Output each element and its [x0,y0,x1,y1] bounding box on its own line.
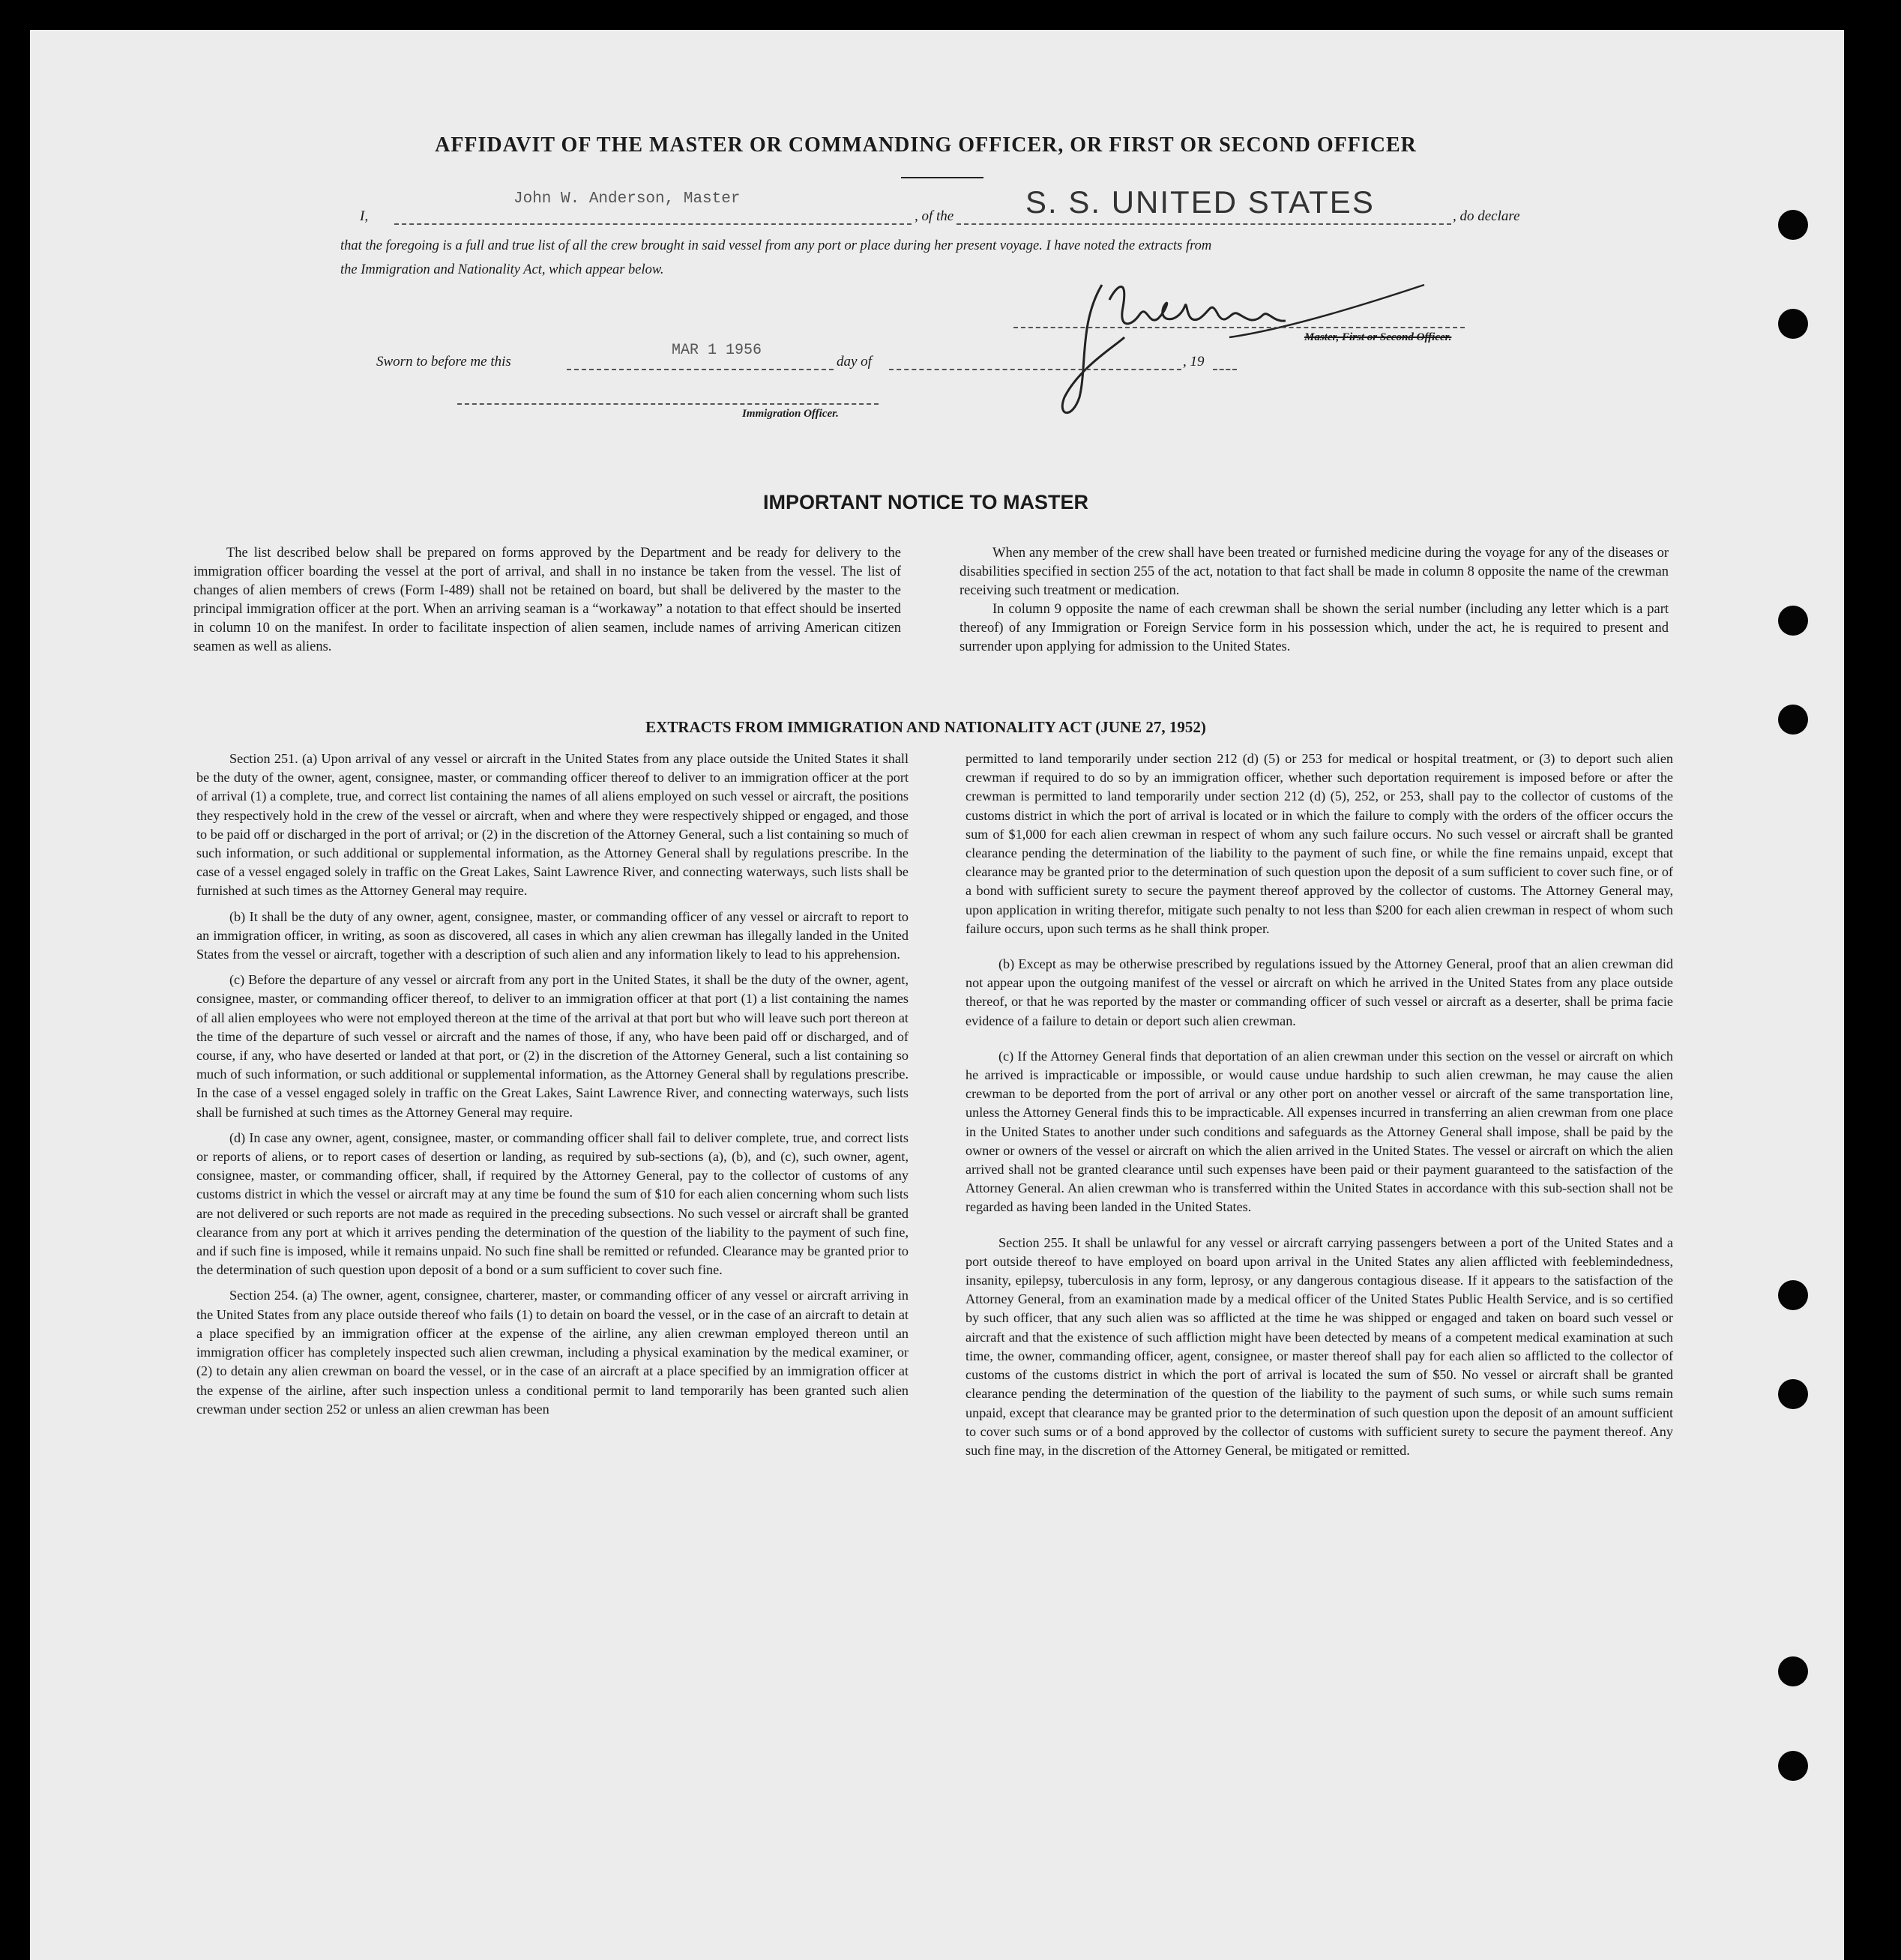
title-rule [901,177,983,178]
signature-line [1013,327,1465,328]
section-254-a-continued: permitted to land temporarily under section 212 (d) (5) or 253 for medical or hospital treatment, or (3) to deport such alien crewman if required to do so by an immigration officer, whether such deportation requirement is imposed before or after the crewman is permitted to land temporarily under section 212 (d) (5), 252, or 253, shall pay to the collector of customs of the customs district in which the port of arrival is located or in which the failure to comply with the orders of the officer occurs the sum of $1,000 for each alien crewman in respect of whom any such failure occurs. No such vessel or aircraft shall be granted clearance pending the determination of the liability to the payment of such fine, or while the fine remains unpaid, except that clearance may be granted prior to the determination of such question upon the deposit of a sum sufficient to cover such fine, or of a bond with sufficient surety to secure the payment thereof approved by the collector of customs. The Attorney General may, upon application in writing therefor, mitigate such penalty to not less than $200 for each alien crewman in respect of whom such failure occurs, upon such terms as he shall think proper. [965,751,1673,936]
extracts-right-column [965,750,1673,1467]
section-254-c: (c) If the Attorney General finds that deportation of an alien crewman under this section on the vessel or aircraft on which he arrived is impracticable or impossible, or would cause undue hardship to such alien crewman, he may cause the alien crewman to be deported from the port of arrival or any other port on another vessel or aircraft of the same transportation line, unless the Attorney General finds this to be impracticable. All expenses incurred in transferring an alien crewman from one place in the United States to another under such conditions and safeguards as the Attorney General shall impose, shall be paid by the owner or owners of the vessel or aircraft on which the alien arrived in the United States. The vessel or aircraft on which the alien arrived shall not be granted clearance until such expenses have been paid or their payment guaranteed to the satisfaction of the Attorney General. An alien crewman who is transferred within the United States in accordance with this sub-section shall not be regarded as having been landed in the United States. [965,1048,1673,1215]
document-page [30,30,1844,1960]
notice-right-column [959,544,1669,663]
section-251-a: Section 251. (a) Upon arrival of any vessel or aircraft in the United States from any place outside the United States it shall be the duty of the owner, agent, consignee, master, or commanding officer thereof to deliver to an immigration officer at the port of arrival (1) a complete, true, and correct list containing the names of all aliens employed on such vessel or aircraft, the positions they respectively hold in the crew of the vessel or aircraft, when and where they were respectively shipped or engaged, and those to be paid off or discharged in the port of arrival; or (2) in the discretion of the Attorney General, such a list containing so much of such information, or such additional or supplemental information, as the Attorney General shall by regulations prescribe. In the case of a vessel engaged solely in traffic on the Great Lakes, Saint Lawrence River, and connecting waterways, such lists shall be furnished at such times as the Attorney General may require. [196,751,909,899]
punch-hole [1778,309,1808,339]
punch-hole [1778,1751,1808,1781]
do-declare-label: , do declare [1453,208,1520,224]
punch-hole [1778,1656,1808,1686]
notice-right-paragraph-1: When any member of the crew shall have been treated or furnished medicine during the voyage for any of the diseases or disabilities specified in section 255 of the act, notation to that fact shall be made in column 8 opposite the name of the crewman receiving such treatment or medication. [959,546,1669,598]
sworn-label: Sworn to before me this [376,354,511,370]
statement-line-1: that the foregoing is a full and true list of all the crew brought in said vessel from any port or place during her present voyage. I have noted the extracts from [340,238,1212,253]
notice-left-paragraph: The list described below shall be prepared on forms approved by the Department and be ready for delivery to the immigration officer boarding the vessel at the port of arrival, and shall in no instance be taken from the vessel. The list of changes of alien members of crews (Form I-489) shall not be retained on board, but shall be delivered by the master to the principal immigration officer at the port. When an arriving seaman is a “workaway” a notation to that effect should be inserted in column 10 on the manifest. In order to facilitate inspection of alien seamen, include names of arriving American citizen seamen as well as aliens. [193,546,901,654]
year-prefix: , 19 [1183,354,1205,370]
of-the-label: , of the [915,208,954,224]
section-251-c: (c) Before the departure of any vessel or aircraft from any port in the United States, it shall be the duty of the owner, agent, consignee, master, or commanding officer thereof, to deliver to an immigration officer at that port (1) a list containing the names of all alien employees who were not employed thereon at the time of the arrival at that port but who will leave such port thereon at the time of the departure of such vessel or aircraft and the names of those, if any, who have been paid off or discharged, and of course, if any, who have deserted or landed at that port, or (2) in the discretion of the Attorney General, such a list containing so much of such information, or such additional or supplemental information, as the Attorney General shall by regulations prescribe. In the case of a vessel engaged solely in traffic on the Great Lakes, Saint Lawrence River, and connecting waterways, such lists shall be furnished at such times as the Attorney General may require. [196,972,909,1120]
notice-left-column [193,544,901,663]
section-254-a: Section 254. (a) The owner, agent, consignee, charterer, master, or commanding officer of any vessel or aircraft arriving in the United States from any place outside thereof who fails (1) to detain on board the vessel, or in the case of an aircraft to detain at a place specified by an immigration officer at the expense of the airline, any alien crewman employed thereon until an immigration officer has completely inspected such alien crewman, including a physical examination by the medical examiner, or (2) to detain any alien crewman on board the vessel, or in the case of an aircraft at a place specified by an immigration officer at the expense of the airline, after such inspection unless a conditional permit to land temporarily has been granted such alien crewman under section 252 or unless an alien crewman has been [196,1288,909,1417]
month-line [889,369,1181,370]
punch-hole [1778,705,1808,735]
name-line [394,223,912,225]
officer-signature-line [457,403,879,405]
punch-hole [1778,1280,1808,1310]
vessel-line [956,223,1451,225]
section-251-d: (d) In case any owner, agent, consignee, master, or commanding officer shall fail to deliver complete, true, and correct lists or reports of aliens, or to report cases of desertion or landing, as required by sub-sections (a), (b), and (c), such owner, agent, consignee, master, or commanding officer, shall, if required by the Attorney General, pay to the collector of customs of any customs district in which the vessel or aircraft may at any time be found the sum of $10 for each alien concerning whom such lists are not delivered or such reports are not made as required in the preceding subsections. No such vessel or aircraft shall be granted clearance from any port at which it arrives pending the determination of the question of the liability to the payment of such fine, and if such fine is imposed, while it remains unpaid. No such fine shall be remitted or refunded. Clearance may be granted prior to the determination of such question upon deposit of a bond or a sum sufficient to cover such fine. [196,1130,909,1278]
day-of-label: day of [837,354,872,370]
affidavit-title: AFFIDAVIT OF THE MASTER OR COMMANDING OFFICER, OR FIRST OR SECOND OFFICER [435,133,1417,157]
punch-hole [1778,606,1808,636]
i-label: I, [360,208,369,224]
statement-line-2: the Immigration and Nationality Act, which appear below. [340,262,664,277]
notice-right-paragraph-2: In column 9 opposite the name of each crewman shall be shown the serial number (including any letter which is a part thereof) of any Immigration or Foreign Service form in his possession which, under the act, he is required to present and surrender upon applying for admission to the United States. [959,602,1669,654]
punch-hole [1778,210,1808,240]
extracts-left-column [196,750,909,1426]
sworn-day-line [567,369,834,370]
section-255: Section 255. It shall be unlawful for any vessel or aircraft carrying passengers between a port of the United States and a port outside thereof to have employed on board upon arrival in the United States any alien afflicted with feeblemindedness, insanity, epilepsy, tuberculosis in any form, leprosy, or any dangerous contagious disease. If it appears to the satisfaction of the Attorney General, from an examination made by a medical officer of the United States Public Health Service, and is so certified by such officer, that any such alien was so afflicted at the time he was shipped or engaged and taken on board such vessel or aircraft and that the existence of such affliction might have been detected by means of a competent medical examination at such time, the owner, commanding officer, agent, consignee, or master thereof shall pay for each alien so afflicted to the collector of customs of the customs district in which the port of arrival is located the sum of $50. No vessel or aircraft shall be granted clearance pending the determination of the question of the liability to the payment of such sums, or while such sums remain unpaid, except that clearance may be granted prior to the determination of such question upon the deposit of an amount sufficient to cover such sums or of a bond approved by the collector of customs with sufficient surety to secure the payment thereof. Any such fine may, in the discretion of the Attorney General, be mitigated or remitted. [965,1234,1673,1458]
notice-title: IMPORTANT NOTICE TO MASTER [763,491,1088,513]
year-line [1213,369,1237,370]
master-title-label: Master, First or Second Officer. [1304,331,1452,343]
section-251-b: (b) It shall be the duty of any owner, agent, consignee, master, or commanding officer of any vessel or aircraft to report to an immigration officer, in writing, as soon as discovered, all cases in which any alien crewman has illegally landed in the United States from the vessel or aircraft, together with a description of such alien and any information likely to lead to his apprehension. [196,908,909,962]
sworn-date-stamp: MAR 1 1956 [672,342,762,359]
section-254-b: (b) Except as may be otherwise prescribed by regulations issued by the Attorney General, proof that an alien crewman did not appear upon the outgoing manifest of the vessel or aircraft on which he arrived in the United States from any place outside thereof, or that he was reported by the master or commanding officer of such vessel or aircraft as a deserter, shall be prima facie evidence of a failure to detain or deport such alien crewman. [965,956,1673,1028]
extracts-title: EXTRACTS FROM IMMIGRATION AND NATIONALITY ACT (JUNE 27, 1952) [645,718,1206,736]
typed-master-name: John W. Anderson, Master [513,190,741,208]
vessel-name-stamp: S. S. UNITED STATES [1025,184,1375,220]
punch-hole [1778,1379,1808,1409]
immigration-officer-label: Immigration Officer. [742,408,839,420]
